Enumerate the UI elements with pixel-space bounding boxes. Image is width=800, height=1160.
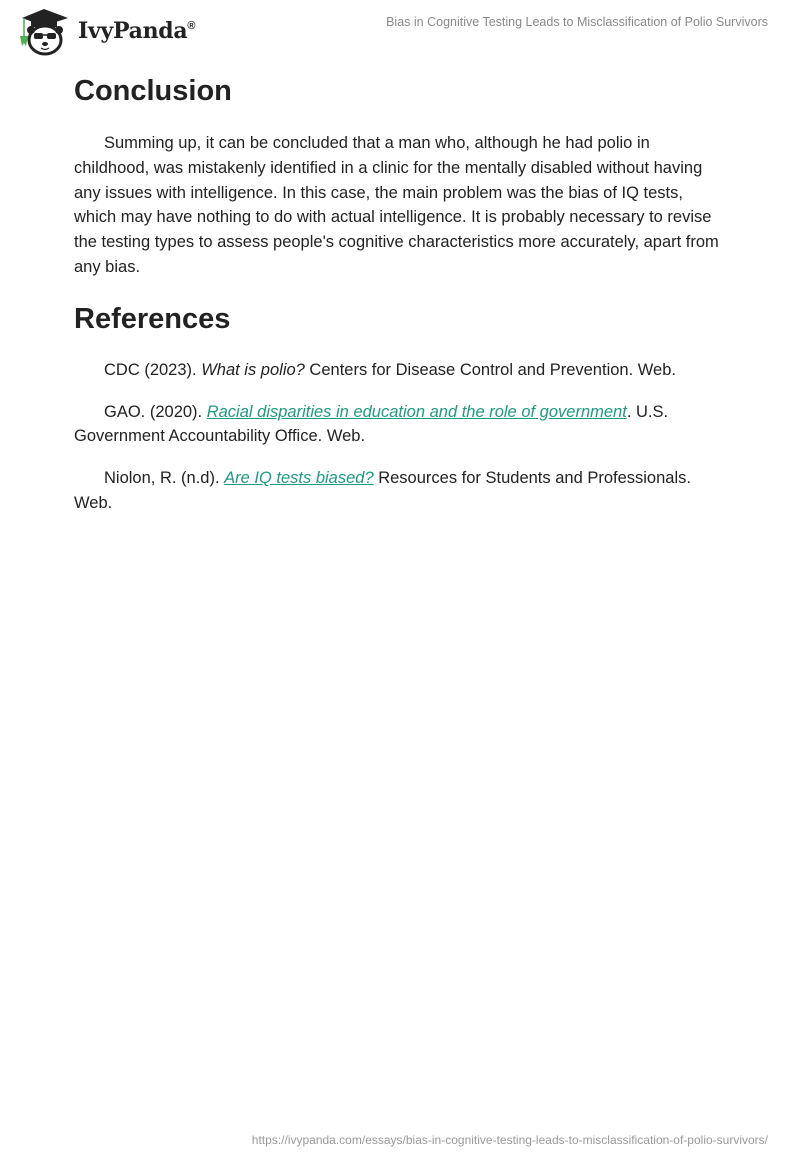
conclusion-paragraph: Summing up, it can be concluded that a man who, although he had polio in childhood, was mistakenly identified in a clinic for the mentally disabled without having any issues with intelligence. In this case, the main problem was the bias of IQ tests, which may have nothing to do with actual intelligence. It is probably necessary to revise the testing types to assess people's cognitive characteristics more accurately, apart from any bias. bbox=[74, 134, 719, 276]
reference-link-gao[interactable]: Racial disparities in education and the role of government bbox=[206, 402, 627, 421]
running-title: Bias in Cognitive Testing Leads to Misclassification of Polio Survivors bbox=[386, 15, 768, 29]
footer-url: https://ivypanda.com/essays/bias-in-cognitive-testing-leads-to-misclassification-of-polio-survivors/ bbox=[251, 1133, 768, 1147]
reference-item-niolon: Niolon, R. (n.d). Are IQ tests biased? Resources for Students and Professionals. Web. bbox=[74, 469, 691, 512]
page-header bbox=[0, 0, 800, 62]
reference-item-cdc: CDC (2023). What is polio? Centers for Disease Control and Prevention. Web. bbox=[104, 360, 676, 379]
conclusion-heading: Conclusion bbox=[74, 75, 232, 107]
reference-item-gao: GAO. (2020). Racial disparities in education and the role of government. U.S. Government Accountability Office. Web. bbox=[74, 402, 669, 446]
reference-title: What is polio? bbox=[201, 360, 305, 379]
document-body bbox=[74, 72, 724, 533]
logo-wordmark: IvyPanda® bbox=[78, 18, 196, 44]
references-heading: References bbox=[74, 302, 231, 335]
reference-link-niolon[interactable]: Are IQ tests biased? bbox=[224, 469, 374, 488]
ivypanda-logo[interactable] bbox=[14, 6, 195, 56]
panda-graduation-cap-logo-icon bbox=[14, 6, 76, 56]
